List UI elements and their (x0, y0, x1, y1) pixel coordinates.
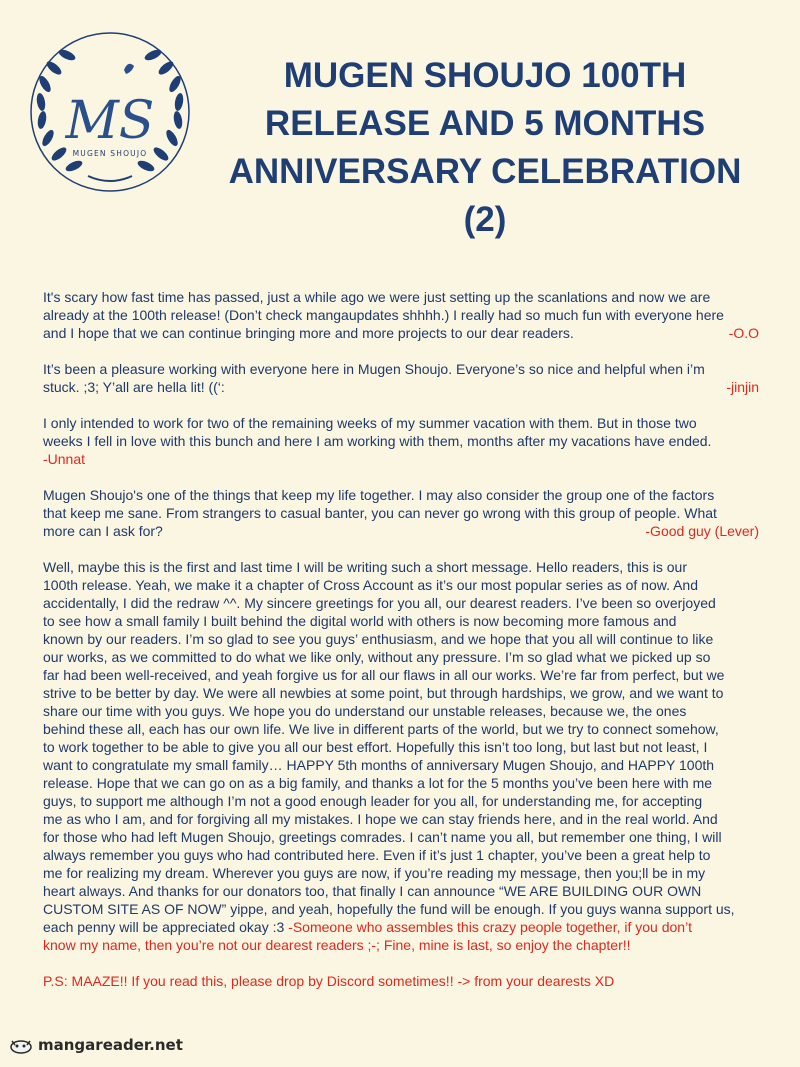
message-line: strive to be better by day. We were all newbies at some point, but through hardships, we grow, and we want to (43, 685, 724, 701)
message-leader (43, 558, 759, 954)
signature: -Someone who assembles this crazy people together, if you don’t (288, 919, 693, 935)
title-line: MUGEN SHOUJO 100TH (283, 56, 687, 95)
signature: -Unnat (43, 451, 86, 467)
message-line: I only intended to work for two of the remaining weeks of my summer vacation with them. But in those two (43, 415, 697, 431)
message-body (43, 288, 759, 1008)
long-message-lines (43, 558, 759, 918)
message-line: share our time with you guys. We hope you do understand our unstable releases, because we, the ones (43, 703, 687, 719)
logo-text: MUGEN SHOUJO (72, 149, 148, 158)
message-oo (43, 288, 759, 342)
message-line: weeks I fell in love with this bunch and here I am working with them, months after my vacations have ended. (43, 433, 712, 449)
message-line: accidentally, I did the redraw ^^. My sincere greetings for you all, our dearest readers. I’ve been so overjoyed (43, 595, 716, 611)
message-text: more can I ask for? (43, 523, 163, 539)
message-line: It’s been a pleasure working with everyone here in Mugen Shoujo. Everyone’s so nice and helpful when i’m (43, 361, 705, 377)
message-line: far had been well-received, and yeah forgive us for all our flaws in all our works. We’re far from perfect, but we (43, 667, 725, 683)
mugen-shoujo-logo (28, 30, 192, 194)
message-text: each penny will be appreciated okay :3 (43, 919, 289, 935)
mascot-icon (8, 1036, 34, 1054)
message-lever (43, 486, 759, 540)
message-line: to see how a small family I built behind the digital world with others is now becoming more famous and (43, 613, 677, 629)
message-line (43, 324, 759, 342)
page-title (205, 52, 765, 244)
message-line: Mugen Shoujo's one of the things that keep my life together. I may also consider the group one of the factors (43, 487, 715, 503)
watermark-text: mangareader.net (38, 1036, 183, 1054)
message-line (43, 522, 759, 540)
message-line: me for realizing my dream. Wherever you guys are now, if you’re reading my message, then you;ll be in my (43, 865, 706, 881)
message-line: already at the 100th release! (Don’t check mangaupdates shhhh.) I really had so much fun with everyone here (43, 307, 724, 323)
message-text: and I hope that we can continue bringing more and more projects to our dear readers. (43, 325, 574, 341)
title-line: (2) (463, 200, 507, 239)
message-line (43, 918, 759, 936)
postscript: P.S: MAAZE!! If you read this, please drop by Discord sometimes!! -> from your dearests XD (43, 973, 615, 989)
message-line: release. Hope that we can go on as a big family, and thanks a lot for the 5 months you’ve been here with me (43, 775, 713, 791)
message-line: behind these all, each has our own life. We live in different parts of the world, but we try to connect somehow, (43, 721, 719, 737)
message-line: CUSTOM SITE AS OF NOW” yippe, and yeah, hopefully the fund will be enough. If you guys wanna support us, (43, 901, 735, 917)
message-text: stuck. ;3; Y’all are hella lit! ((‘: (43, 379, 225, 395)
message-line: heart always. And thanks for our donators too, that finally I can announce “WE ARE BUILDING OUR OWN (43, 883, 702, 899)
title-line: ANNIVERSARY CELEBRATION (228, 152, 742, 191)
message-line: our works, as we committed to do what we like only, without any pressure. I’m so glad what we picked up so (43, 649, 711, 665)
message-line: known by our readers. I’m so glad to see you guys’ enthusiasm, and we hope that you all will continue to like (43, 631, 714, 647)
fox-icon (124, 64, 134, 74)
signature: -Good guy (Lever) (645, 523, 759, 539)
message-line: that keep me sane. From strangers to casual banter, you can never go wrong with this group of people. What (43, 505, 717, 521)
message-line: always remember you guys who had contributed here. Even if it’s just 1 chapter, you’ve been a great help to (43, 847, 711, 863)
message-line: It's scary how fast time has passed, just a while ago we were just setting up the scanlations and now we are (43, 289, 711, 305)
title-line: RELEASE AND 5 MONTHS (264, 104, 706, 143)
message-line: me as who I am, and for forgiving all my mistakes. I hope we can stay friends here, and in the real world. And (43, 811, 718, 827)
signature-continued: know my name, then you’re not our dearest readers ;-; Fine, mine is last, so enjoy the chapter!! (43, 937, 631, 953)
message-line: for those who had left Mugen Shoujo, greetings comrades. I can’t name you all, but remember one thing, I will (43, 829, 722, 845)
message-line (43, 378, 759, 396)
message-line: guys, to support me although I’m not a good enough leader for you all, for understanding me, for accepting (43, 793, 703, 809)
message-unnat (43, 414, 759, 468)
signature: -jinjin (726, 379, 759, 395)
message-line: 100th release. Yeah, we make it a chapter of Cross Account as it’s our most popular series as of now. And (43, 577, 699, 593)
logo-monogram: MS (65, 91, 155, 151)
signature: -O.O (728, 325, 759, 341)
message-line: to work together to be able to give you all our best effort. Hopefully this isn’t too long, but last but not least, I (43, 739, 708, 755)
message-jinjin (43, 360, 759, 396)
message-line: Well, maybe this is the first and last time I will be writing such a short message. Hello readers, this is our (43, 559, 687, 575)
message-line: want to congratulate my small family… HAPPY 5th months of anniversary Mugen Shoujo, and HAPPY 100th (43, 757, 715, 773)
watermark (8, 1036, 183, 1054)
